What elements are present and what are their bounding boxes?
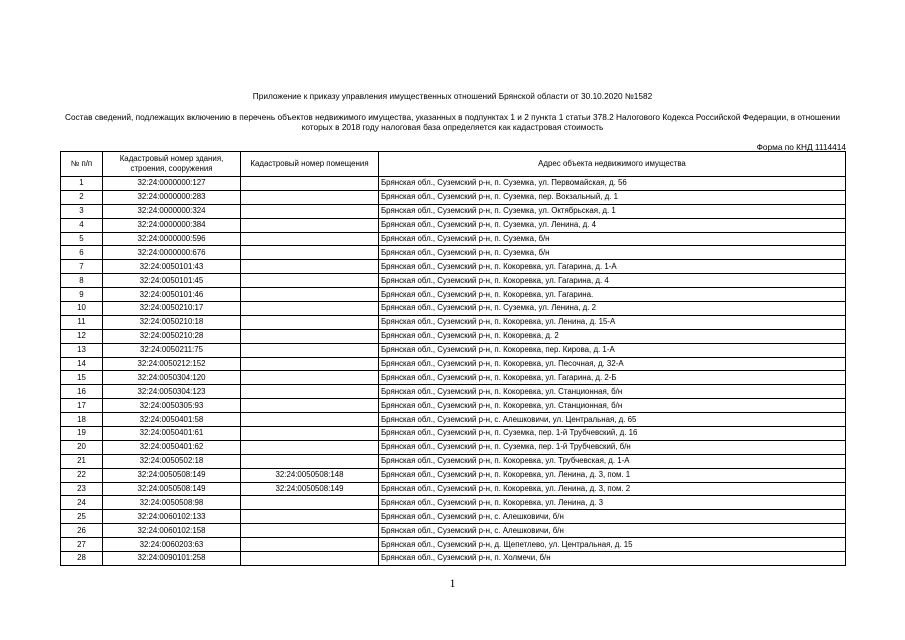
cadastral-room-cell [241, 440, 379, 454]
cadastral-building-cell: 32:24:0000000:283 [103, 190, 241, 204]
cadastral-room-cell [241, 315, 379, 329]
table-row [61, 524, 846, 538]
address-cell: Брянская обл., Суземский р-н, п. Кокоревка, д. 2 [379, 329, 846, 343]
cadastral-room-cell: 32:24:0050508:149 [241, 482, 379, 496]
address-cell: Брянская обл., Суземский р-н, п. Суземка, ул. Октябрьская, д. 1 [379, 204, 846, 218]
row-number: 13 [61, 343, 103, 357]
cadastral-building-cell: 32:24:0050101:45 [103, 274, 241, 288]
cadastral-room-cell [241, 427, 379, 441]
address-cell: Брянская обл., Суземский р-н, п. Кокоревка, ул. Ленина, д. 3, пом. 1 [379, 468, 846, 482]
form-code-label: Форма по КНД 1114414 [756, 142, 846, 152]
table-row [61, 329, 846, 343]
header-num: № п/п [61, 152, 103, 177]
table-row [61, 232, 846, 246]
table-row [61, 552, 846, 566]
cadastral-room-cell [241, 232, 379, 246]
cadastral-room-cell [241, 329, 379, 343]
cadastral-room-cell [241, 302, 379, 316]
row-number: 27 [61, 538, 103, 552]
address-cell: Брянская обл., Суземский р-н, п. Суземка, пер. 1-й Трубчевский, б/н [379, 440, 846, 454]
address-cell: Брянская обл., Суземский р-н, п. Кокоревка, пер. Кирова, д. 1-А [379, 343, 846, 357]
row-number: 9 [61, 288, 103, 302]
row-number: 6 [61, 246, 103, 260]
cadastral-building-cell: 32:24:0050304:123 [103, 385, 241, 399]
header-cadastral-building: Кадастровый номер здания, строения, сооружения [103, 152, 241, 177]
table-row [61, 260, 846, 274]
cadastral-room-cell [241, 413, 379, 427]
cadastral-room-cell: 32:24:0050508:148 [241, 468, 379, 482]
address-cell: Брянская обл., Суземский р-н, п. Кокоревка, ул. Станционная, б/н [379, 399, 846, 413]
header-cadastral-room: Кадастровый номер помещения [241, 152, 379, 177]
cadastral-building-cell: 32:24:0050502:18 [103, 454, 241, 468]
table-row [61, 302, 846, 316]
address-cell: Брянская обл., Суземский р-н, п. Кокоревка, ул. Песочная, д. 32-А [379, 357, 846, 371]
address-cell: Брянская обл., Суземский р-н, п. Суземка, б/н [379, 246, 846, 260]
cadastral-room-cell [241, 343, 379, 357]
table-row [61, 357, 846, 371]
address-cell: Брянская обл., Суземский р-н, п. Суземка, пер. 1-й Трубчевский, д. 16 [379, 427, 846, 441]
row-number: 4 [61, 218, 103, 232]
row-number: 7 [61, 260, 103, 274]
document-subheading: Состав сведений, подлежащих включению в перечень объектов недвижимого имущества, указанных в подпунктах 1 и 2 пункта 1 статьи 378.2 Налогового Кодекса Российской Федерации, в отношении которых в 2018 году налоговая база определяется как кадастровая стоимость [65, 112, 840, 132]
row-number: 24 [61, 496, 103, 510]
cadastral-building-cell: 32:24:0060102:158 [103, 524, 241, 538]
cadastral-building-cell: 32:24:0050401:61 [103, 427, 241, 441]
cadastral-building-cell: 32:24:0060102:133 [103, 510, 241, 524]
cadastral-building-cell: 32:24:0050212:152 [103, 357, 241, 371]
row-number: 12 [61, 329, 103, 343]
cadastral-building-cell: 32:24:0050210:28 [103, 329, 241, 343]
table-row [61, 204, 846, 218]
address-cell: Брянская обл., Суземский р-н, п. Кокоревка, ул. Ленина, д. 3, пом. 2 [379, 482, 846, 496]
row-number: 16 [61, 385, 103, 399]
address-cell: Брянская обл., Суземский р-н, п. Кокоревка, ул. Гагарина, д. 1-А [379, 260, 846, 274]
row-number: 14 [61, 357, 103, 371]
row-number: 19 [61, 427, 103, 441]
cadastral-room-cell [241, 288, 379, 302]
cadastral-building-cell: 32:24:0050304:120 [103, 371, 241, 385]
cadastral-room-cell [241, 274, 379, 288]
address-cell: Брянская обл., Суземский р-н, п. Кокоревка, ул. Гагарина, д. 4 [379, 274, 846, 288]
header-address: Адрес объекта недвижимого имущества [379, 152, 846, 177]
address-cell: Брянская обл., Суземский р-н, с. Алешковичи, б/н [379, 524, 846, 538]
table-row [61, 482, 846, 496]
table-row [61, 468, 846, 482]
address-cell: Брянская обл., Суземский р-н, п. Суземка, б/н [379, 232, 846, 246]
cadastral-room-cell [241, 246, 379, 260]
row-number: 5 [61, 232, 103, 246]
row-number: 15 [61, 371, 103, 385]
row-number: 28 [61, 552, 103, 566]
cadastral-building-cell: 32:24:0000000:324 [103, 204, 241, 218]
cadastral-building-cell: 32:24:0000000:127 [103, 177, 241, 191]
address-cell: Брянская обл., Суземский р-н, п. Кокоревка, ул. Ленина, д. 3 [379, 496, 846, 510]
cadastral-building-cell: 32:24:0090101:258 [103, 552, 241, 566]
cadastral-room-cell [241, 552, 379, 566]
table-row [61, 274, 846, 288]
address-cell: Брянская обл., Суземский р-н, с. Алешковичи, ул. Центральная, д. 65 [379, 413, 846, 427]
table-row [61, 510, 846, 524]
table-row [61, 190, 846, 204]
table-row [61, 288, 846, 302]
address-cell: Брянская обл., Суземский р-н, п. Кокоревка, ул. Ленина, д. 15-А [379, 315, 846, 329]
row-number: 10 [61, 302, 103, 316]
cadastral-room-cell [241, 371, 379, 385]
address-cell: Брянская обл., Суземский р-н, п. Холмечи, б/н [379, 552, 846, 566]
cadastral-building-cell: 32:24:0060203:63 [103, 538, 241, 552]
cadastral-building-cell: 32:24:0050101:46 [103, 288, 241, 302]
row-number: 26 [61, 524, 103, 538]
row-number: 11 [61, 315, 103, 329]
address-cell: Брянская обл., Суземский р-н, п. Кокоревка, ул. Станционная, б/н [379, 385, 846, 399]
cadastral-room-cell [241, 510, 379, 524]
table-row [61, 454, 846, 468]
address-cell: Брянская обл., Суземский р-н, д. Щепетлево, ул. Центральная, д. 15 [379, 538, 846, 552]
cadastral-room-cell [241, 399, 379, 413]
document-heading: Приложение к приказу управления имущественных отношений Брянской области от 30.10.2020 №1582 [252, 91, 653, 101]
table-row [61, 315, 846, 329]
table-row [61, 427, 846, 441]
property-registry-table [60, 151, 846, 566]
row-number: 22 [61, 468, 103, 482]
table-row [61, 413, 846, 427]
cadastral-building-cell: 32:24:0050210:18 [103, 315, 241, 329]
table-body [61, 177, 846, 566]
table-row [61, 177, 846, 191]
cadastral-room-cell [241, 357, 379, 371]
cadastral-building-cell: 32:24:0050508:98 [103, 496, 241, 510]
address-cell: Брянская обл., Суземский р-н, п. Суземка, пер. Вокзальный, д. 1 [379, 190, 846, 204]
row-number: 3 [61, 204, 103, 218]
cadastral-building-cell: 32:24:0000000:384 [103, 218, 241, 232]
address-cell: Брянская обл., Суземский р-н, п. Суземка, ул. Ленина, д. 2 [379, 302, 846, 316]
cadastral-building-cell: 32:24:0050401:62 [103, 440, 241, 454]
table-row [61, 496, 846, 510]
table-row [61, 246, 846, 260]
cadastral-room-cell [241, 190, 379, 204]
cadastral-room-cell [241, 177, 379, 191]
cadastral-building-cell: 32:24:0050508:149 [103, 482, 241, 496]
cadastral-room-cell [241, 538, 379, 552]
row-number: 25 [61, 510, 103, 524]
row-number: 18 [61, 413, 103, 427]
cadastral-building-cell: 32:24:0050101:43 [103, 260, 241, 274]
cadastral-building-cell: 32:24:0050508:149 [103, 468, 241, 482]
cadastral-building-cell: 32:24:0000000:676 [103, 246, 241, 260]
cadastral-building-cell: 32:24:0050305:93 [103, 399, 241, 413]
cadastral-building-cell: 32:24:0050401:58 [103, 413, 241, 427]
row-number: 21 [61, 454, 103, 468]
cadastral-room-cell [241, 218, 379, 232]
page-number: 1 [449, 576, 456, 590]
address-cell: Брянская обл., Суземский р-н, п. Кокоревка, ул. Трубчевская, д. 1-А [379, 454, 846, 468]
cadastral-building-cell: 32:24:0050211:75 [103, 343, 241, 357]
address-cell: Брянская обл., Суземский р-н, п. Кокоревка, ул. Гагарина. [379, 288, 846, 302]
table-row [61, 343, 846, 357]
cadastral-room-cell [241, 524, 379, 538]
row-number: 20 [61, 440, 103, 454]
cadastral-room-cell [241, 204, 379, 218]
table-row [61, 218, 846, 232]
row-number: 23 [61, 482, 103, 496]
cadastral-room-cell [241, 385, 379, 399]
table-row [61, 371, 846, 385]
table-row [61, 440, 846, 454]
cadastral-building-cell: 32:24:0000000:596 [103, 232, 241, 246]
cadastral-room-cell [241, 454, 379, 468]
address-cell: Брянская обл., Суземский р-н, п. Кокоревка, ул. Гагарина, д. 2-Б [379, 371, 846, 385]
row-number: 8 [61, 274, 103, 288]
address-cell: Брянская обл., Суземский р-н, п. Суземка, ул. Первомайская, д. 56 [379, 177, 846, 191]
table-header-row [61, 152, 846, 177]
table-row [61, 385, 846, 399]
address-cell: Брянская обл., Суземский р-н, п. Суземка, ул. Ленина, д. 4 [379, 218, 846, 232]
row-number: 17 [61, 399, 103, 413]
table-row [61, 399, 846, 413]
row-number: 1 [61, 177, 103, 191]
table-row [61, 538, 846, 552]
address-cell: Брянская обл., Суземский р-н, с. Алешковичи, б/н [379, 510, 846, 524]
row-number: 2 [61, 190, 103, 204]
cadastral-building-cell: 32:24:0050210:17 [103, 302, 241, 316]
cadastral-room-cell [241, 496, 379, 510]
cadastral-room-cell [241, 260, 379, 274]
